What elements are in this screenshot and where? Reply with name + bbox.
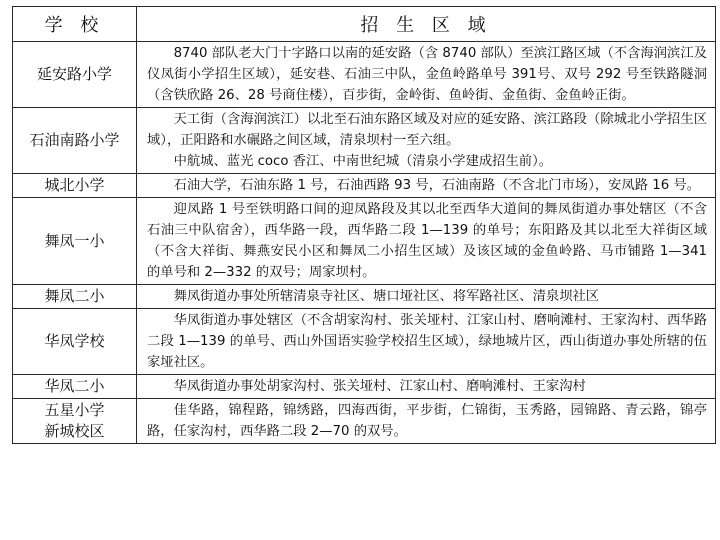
school-name-cell — [13, 399, 137, 444]
enrollment-zone-table — [12, 6, 716, 444]
table-row — [13, 42, 716, 108]
table-row — [13, 108, 716, 174]
school-name: 舞凤一小 — [44, 231, 105, 250]
school-name-cell — [13, 309, 137, 375]
zone-cell — [137, 174, 716, 198]
school-name-cell — [13, 375, 137, 399]
school-name: 舞凤二小 — [44, 287, 105, 305]
zone-text: 舞凤街道办事处所辖清泉寺社区、塘口垭社区、将军路社区、清泉坝社区 — [173, 289, 600, 304]
zone-cell — [137, 198, 716, 285]
zone-text: 中航城、蓝光 coco 香江、中南世纪城（清泉小学建成招生前）。 — [173, 154, 553, 169]
zone-text: 华凤街道办事处辖区（不含胡家沟村、张关垭村、江家山村、磨响滩村、王家沟村、西华路二段 1—139 的单号、西山外国语实验学校招生区域），绿地城片区，西山街道办事处所辖的伍家垭社区。 — [147, 313, 707, 370]
table-row — [13, 285, 716, 309]
header-area: 招 生 区 域 — [137, 7, 716, 42]
zone-cell — [137, 375, 716, 399]
school-name: 华凤学校 — [44, 332, 105, 350]
school-name: 城北小学 — [44, 176, 105, 194]
zone-text: 迎凤路 1 号至铁明路口间的迎凤路段及其以北至西华大道间的舞凤街道办事处辖区（不含石油三中队宿舍），西华路一段，西华路二段 1—139 的单号；东阳路及其以北至大祥街区域（不含大祥街、舞燕安民小区和舞凤二小招生区域）及该区域的金鱼岭路、马市铺路 1—341 的单号和 2—332 的双号；周家坝村。 — [147, 202, 707, 280]
zone-cell — [137, 108, 716, 174]
table-row — [13, 198, 716, 285]
school-name: 延安路小学 — [36, 65, 112, 83]
zone-text: 佳华路，锦程路，锦绣路，四海西街，平步街，仁锦街，玉秀路，园锦路、青云路，锦亭路，任家沟村，西华路二段 2—70 的双号。 — [147, 403, 707, 439]
school-name: 石油南路小学 — [29, 131, 120, 149]
table-row — [13, 399, 716, 444]
zone-cell — [137, 285, 716, 309]
table-row — [13, 174, 716, 198]
table-row — [13, 375, 716, 399]
school-name-cell — [13, 198, 137, 285]
zone-cell — [137, 399, 716, 444]
zone-text: 天工街（含海润滨江）以北至石油东路区域及对应的延安路、滨江路段（除城北小学招生区域），正阳路和水碾路之间区域，清泉坝村一至六组。 — [147, 112, 707, 148]
table-row — [13, 309, 716, 375]
school-name-cell — [13, 285, 137, 309]
header-row — [13, 7, 716, 42]
school-name: 华凤二小 — [44, 377, 105, 395]
school-name-cell — [13, 108, 137, 174]
zone-text: 石油大学，石油东路 1 号，石油西路 93 号，石油南路（不含北门市场），安凤路 16 号。 — [173, 178, 700, 193]
school-name-cell — [13, 174, 137, 198]
zone-cell — [137, 42, 716, 108]
zone-text: 8740 部队老大门十字路口以南的延安路（含 8740 部队）至滨江路区域（不含海润滨江及仪凤街小学招生区域），延安巷、石油三中队，金鱼岭路单号 391号、双号 292 号至铁路隧洞（含铁欣路 26、28 号商住楼），百步街，金岭街、鱼岭街、金鱼街、金鱼岭正街。 — [147, 46, 707, 103]
zone-cell — [137, 309, 716, 375]
school-name-cell — [13, 42, 137, 108]
school-name: 五星小学 — [44, 401, 105, 419]
school-campus: 新城校区 — [44, 422, 105, 440]
zone-text: 华凤街道办事处胡家沟村、张关垭村、江家山村、磨响滩村、王家沟村 — [173, 379, 586, 394]
header-school: 学 校 — [13, 7, 137, 42]
